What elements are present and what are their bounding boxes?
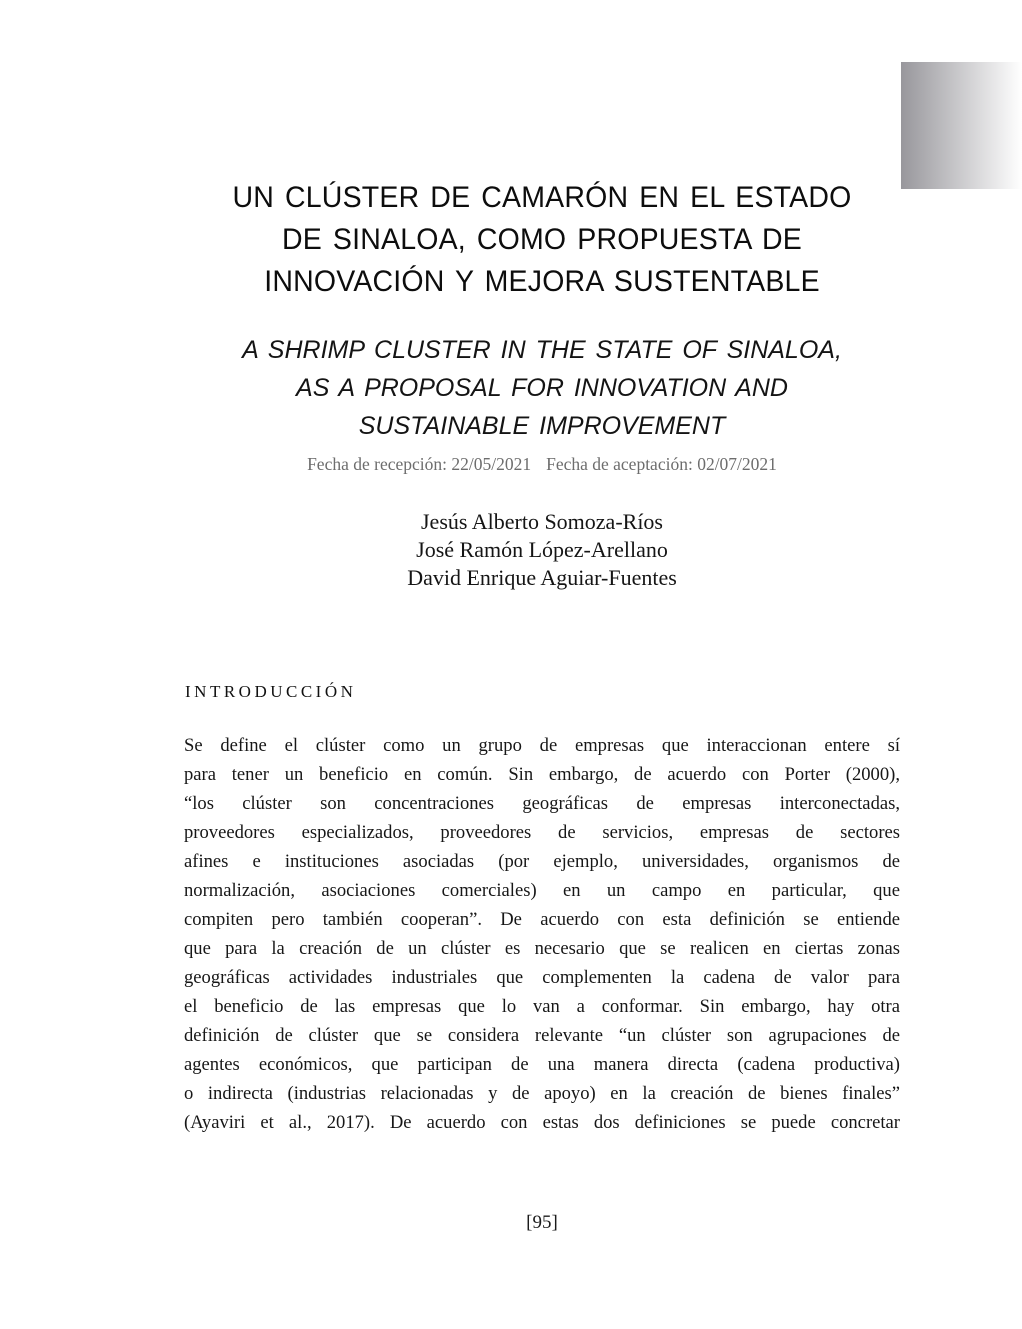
title-en-line: AS A PROPOSAL FOR INNOVATION AND — [296, 374, 788, 402]
acceptance-date: Fecha de aceptación: 02/07/2021 — [546, 454, 777, 474]
article-title-spanish — [202, 177, 882, 303]
title-es-line: UN CLÚSTER DE CAMARÓN EN EL ESTADO — [232, 181, 852, 214]
title-en-line: SUSTAINABLE IMPROVEMENT — [358, 412, 726, 440]
body-line: que para la creación de un clúster es necesario que se realicen en ciertas zonas — [184, 938, 900, 959]
title-es-line: INNOVACIÓN Y MEJORA SUSTENTABLE — [264, 265, 820, 298]
reception-date: Fecha de recepción: 22/05/2021 — [307, 454, 532, 474]
body-line: (Ayaviri et al., 2017). De acuerdo con estas dos definiciones se puede concretar — [184, 1112, 900, 1133]
body-line: agentes económicos, que participan de una manera directa (cadena productiva) — [184, 1054, 900, 1075]
author-name: José Ramón López-Arellano — [416, 537, 668, 562]
body-line: “los clúster son concentraciones geográficas de empresas interconectadas, — [184, 793, 900, 814]
body-line: geográficas actividades industriales que complementen la cadena de valor para — [184, 967, 900, 988]
body-line: afines e instituciones asociadas (por ejemplo, universidades, organismos de — [184, 851, 900, 872]
intro-paragraph — [184, 731, 900, 1137]
body-line: compiten pero también cooperan”. De acuerdo con esta definición se entiende — [184, 909, 900, 930]
page-number: [95] — [526, 1212, 558, 1233]
title-es-line: DE SINALOA, COMO PROPUESTA DE — [281, 223, 802, 256]
author-name: Jesús Alberto Somoza-Ríos — [421, 509, 663, 534]
section-heading-introduccion: INTRODUCCIÓN — [185, 682, 357, 701]
body-line: para tener un beneficio en común. Sin embargo, de acuerdo con Porter (2000), — [184, 764, 900, 785]
authors-block — [184, 508, 900, 592]
corner-gradient-decoration — [901, 62, 1022, 189]
article-title-english — [184, 331, 900, 445]
title-en-line: A SHRIMP CLUSTER IN THE STATE OF SINALOA, — [242, 336, 842, 364]
body-line: definición de clúster que se considera relevante “un clúster son agrupaciones de — [184, 1025, 900, 1046]
body-line: el beneficio de las empresas que lo van a conformar. Sin embargo, hay otra — [184, 996, 900, 1017]
body-line: normalización, asociaciones comerciales) en un campo en particular, que — [184, 880, 900, 901]
body-line: o indirecta (industrias relacionadas y de apoyo) en la creación de bienes finales” — [184, 1083, 900, 1104]
author-name: David Enrique Aguiar-Fuentes — [407, 565, 677, 590]
body-line: Se define el clúster como un grupo de empresas que interaccionan entere sí — [184, 735, 900, 756]
body-line: proveedores especializados, proveedores de servicios, empresas de sectores — [184, 822, 900, 843]
dates-row — [184, 454, 900, 475]
